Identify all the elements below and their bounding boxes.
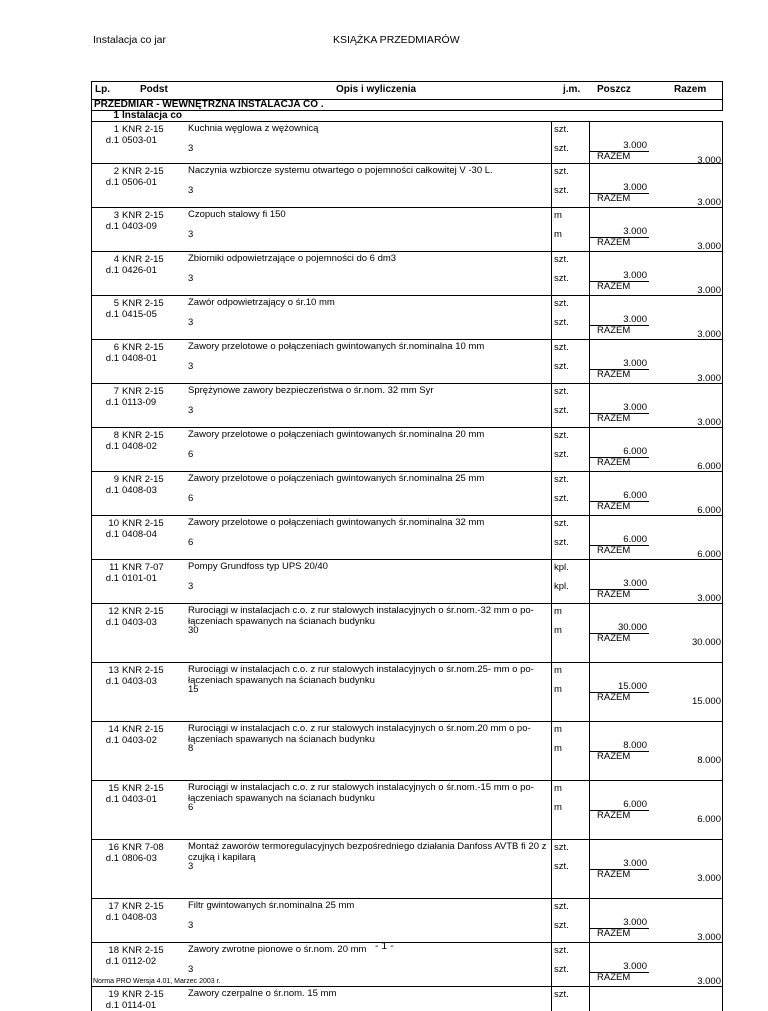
- unit-label: szt.: [554, 124, 569, 135]
- razem-value: 6.000: [697, 814, 721, 825]
- razem-value: 6.000: [697, 461, 721, 472]
- item-description: Zawory zwrotne pionowe o śr.nom. 20 mm: [188, 944, 367, 955]
- unit-label: szt.: [554, 901, 569, 912]
- item-description: Zawory przelotowe o połączeniach gwintowanych śr.nominalna 10 mm: [188, 341, 485, 352]
- item-description: Zawory przelotowe o połączeniach gwintowanych śr.nominalna 25 mm: [188, 473, 485, 484]
- jm-divider: [551, 472, 552, 516]
- table-row: [91, 472, 723, 516]
- d-marker: d.1: [105, 529, 119, 540]
- section-label: Instalacja co: [122, 110, 183, 121]
- calc-expression: 6: [188, 449, 194, 460]
- razem-label: RAZEM: [597, 633, 631, 644]
- section-number: 1: [113, 110, 119, 121]
- item-description: Rurociągi w instalacjach c.o. z rur stalowych instalacyjnych o śr.nom.25- mm o po-łączeniach spawanych na ścianach budynku: [188, 664, 534, 686]
- knr-code: 0408-03: [122, 912, 157, 923]
- table-row: [91, 428, 723, 472]
- razem-label: RAZEM: [597, 545, 631, 556]
- knr-catalog: KNR 2-15: [122, 724, 164, 735]
- calc-unit: szt.: [554, 143, 569, 154]
- razem-value: 3.000: [697, 932, 721, 943]
- item-description: Kuchnia węglowa z wężownicą: [188, 123, 319, 134]
- poszcz-value: 3.000: [623, 917, 647, 928]
- razem-value: 6.000: [697, 505, 721, 516]
- item-description: Zawór odpowietrzający o śr.10 mm: [188, 297, 335, 308]
- lp-number: 15: [108, 783, 119, 794]
- lp-number: 18: [108, 945, 119, 956]
- item-description: Zawory przelotowe o połączeniach gwintowanych śr.nominalna 20 mm: [188, 429, 485, 440]
- calc-expression: 3: [188, 405, 194, 416]
- knr-catalog: KNR 2-15: [122, 254, 164, 265]
- d-marker: d.1: [105, 221, 119, 232]
- knr-code: 0426-01: [122, 265, 157, 276]
- unit-label: szt.: [554, 989, 569, 1000]
- unit-label: szt.: [554, 254, 569, 265]
- calc-unit: szt.: [554, 273, 569, 284]
- entries-list: [91, 122, 723, 1011]
- lp-number: 2: [113, 166, 119, 177]
- item-description: Filtr gwintowanych śr.nominalna 25 mm: [188, 900, 355, 911]
- knr-catalog: KNR 2-15: [122, 783, 164, 794]
- calc-unit: szt.: [554, 449, 569, 460]
- calc-expression: 3: [188, 229, 194, 240]
- knr-catalog: KNR 2-15: [122, 518, 164, 529]
- knr-code: 0506-01: [122, 177, 157, 188]
- lp-number: 3: [113, 210, 119, 221]
- d-marker: d.1: [105, 1000, 119, 1011]
- calc-expression: 3: [188, 964, 194, 975]
- jm-divider: [551, 428, 552, 472]
- knr-code: 0403-02: [122, 735, 157, 746]
- lp-number: 5: [113, 298, 119, 309]
- book-title: KSIĄŻKA PRZEDMIARÓW: [333, 34, 460, 46]
- calc-unit: szt.: [554, 185, 569, 196]
- razem-label: RAZEM: [597, 151, 631, 162]
- item-description: Zawory czerpalne o śr.nom. 15 mm: [188, 988, 337, 999]
- d-marker: d.1: [105, 485, 119, 496]
- razem-label: RAZEM: [597, 751, 631, 762]
- knr-catalog: KNR 2-15: [122, 124, 164, 135]
- d-marker: d.1: [105, 353, 119, 364]
- item-description: Zawory przelotowe o połączeniach gwintowanych śr.nominalna 32 mm: [188, 517, 485, 528]
- lp-number: 11: [109, 562, 119, 573]
- razem-value: 30.000: [691, 637, 721, 648]
- d-marker: d.1: [105, 309, 119, 320]
- poszcz-value: 8.000: [623, 740, 647, 751]
- razem-value: 3.000: [697, 873, 721, 884]
- lp-number: 16: [108, 842, 119, 853]
- d-marker: d.1: [105, 794, 119, 805]
- poszcz-value: 3.000: [623, 226, 647, 237]
- calc-unit: m: [554, 229, 562, 240]
- calc-unit: szt.: [554, 317, 569, 328]
- poszcz-value: 15.000: [617, 681, 647, 692]
- item-description: Sprężynowe zawory bezpieczeństwa o śr.nom. 32 mm Syr: [188, 385, 434, 396]
- item-description: Rurociągi w instalacjach c.o. z rur stalowych instalacyjnych o śr.nom.-32 mm o po-łączeniach spawanych na ścianach budynku: [188, 605, 534, 627]
- table-row: [91, 252, 723, 296]
- poszcz-value: 6.000: [623, 490, 647, 501]
- calc-expression: 30: [188, 625, 199, 636]
- calc-unit: kpl.: [554, 581, 569, 592]
- razem-label: RAZEM: [597, 237, 631, 248]
- knr-catalog: KNR 2-15: [122, 606, 164, 617]
- calc-expression: 15: [188, 684, 199, 695]
- knr-code: 0403-01: [122, 794, 157, 805]
- unit-label: szt.: [554, 342, 569, 353]
- knr-catalog: KNR 2-15: [122, 945, 164, 956]
- unit-label: kpl.: [554, 562, 569, 573]
- knr-catalog: KNR 2-15: [122, 166, 164, 177]
- lp-number: 8: [113, 430, 119, 441]
- knr-catalog: KNR 2-15: [122, 989, 164, 1000]
- table-row: [91, 560, 723, 604]
- footer-text: Norma PRO Wersja 4.01, Marzec 2003 r.: [93, 978, 221, 985]
- poszcz-value: 3.000: [623, 314, 647, 325]
- razem-label: RAZEM: [597, 692, 631, 703]
- poszcz-value: 3.000: [623, 358, 647, 369]
- jm-divider: [551, 296, 552, 340]
- col-opis: Opis i wyliczenia: [336, 84, 417, 95]
- unit-label: szt.: [554, 842, 569, 853]
- knr-catalog: KNR 2-15: [122, 665, 164, 676]
- razem-value: 3.000: [697, 417, 721, 428]
- document-title: Instalacja co jar: [93, 34, 166, 46]
- calc-unit: m: [554, 743, 562, 754]
- razem-value: 3.000: [697, 329, 721, 340]
- unit-label: m: [554, 606, 562, 617]
- jm-divider: [551, 208, 552, 252]
- razem-label: RAZEM: [597, 869, 631, 880]
- table-row: [91, 899, 723, 943]
- knr-code: 0101-01: [122, 573, 157, 584]
- col-razem: Razem: [674, 84, 707, 95]
- calc-unit: szt.: [554, 861, 569, 872]
- d-marker: d.1: [105, 735, 119, 746]
- unit-label: szt.: [554, 386, 569, 397]
- knr-code: 0415-05: [122, 309, 157, 320]
- lp-number: 1: [113, 124, 119, 135]
- razem-value: 3.000: [697, 285, 721, 296]
- jm-divider: [551, 384, 552, 428]
- unit-label: szt.: [554, 518, 569, 529]
- knr-code: 0408-04: [122, 529, 157, 540]
- d-marker: d.1: [105, 956, 119, 967]
- knr-code: 0408-02: [122, 441, 157, 452]
- d-marker: d.1: [105, 573, 119, 584]
- page-number: - 1 -: [375, 940, 394, 952]
- table-row: [91, 384, 723, 428]
- knr-code: 0403-03: [122, 676, 157, 687]
- unit-label: szt.: [554, 430, 569, 441]
- calc-unit: szt.: [554, 537, 569, 548]
- unit-label: m: [554, 665, 562, 676]
- d-marker: d.1: [105, 912, 119, 923]
- knr-catalog: KNR 7-07: [122, 562, 164, 573]
- d-marker: d.1: [105, 676, 119, 687]
- poszcz-value: 3.000: [623, 402, 647, 413]
- knr-catalog: KNR 2-15: [122, 342, 164, 353]
- jm-divider: [551, 663, 552, 722]
- lp-number: 13: [108, 665, 119, 676]
- item-description: Rurociągi w instalacjach c.o. z rur stalowych instalacyjnych o śr.nom.20 mm o po-łączeniach spawanych na ścianach budynku: [188, 723, 531, 745]
- lp-number: 10: [108, 518, 119, 529]
- table-row: [91, 663, 723, 722]
- razem-value: 8.000: [697, 755, 721, 766]
- razem-label: RAZEM: [597, 369, 631, 380]
- razem-value: 3.000: [697, 155, 721, 166]
- knr-code: 0806-03: [122, 853, 157, 864]
- przedmiar-table: [91, 81, 723, 1011]
- table-row: [91, 987, 723, 1011]
- unit-label: m: [554, 724, 562, 735]
- calc-expression: 6: [188, 493, 194, 504]
- table-row: [91, 340, 723, 384]
- item-description: Montaż zaworów termoregulacyjnych bezpośredniego działania Danfoss AVTB fi 20 z czujką i kapilarą: [188, 841, 547, 863]
- razem-value: 15.000: [691, 696, 721, 707]
- unit-label: szt.: [554, 298, 569, 309]
- razem-value: 3.000: [697, 197, 721, 208]
- jm-divider: [551, 340, 552, 384]
- jm-divider: [551, 122, 552, 164]
- poszcz-value: 3.000: [623, 140, 647, 151]
- section-row: [91, 111, 723, 122]
- razem-label: RAZEM: [597, 972, 631, 983]
- calc-unit: szt.: [554, 964, 569, 975]
- lp-number: 14: [108, 724, 119, 735]
- item-description: Zbiorniki odpowietrzające o pojemności do 6 dm3: [188, 253, 397, 264]
- poszcz-value: 6.000: [623, 446, 647, 457]
- poszcz-value: 30.000: [617, 622, 647, 633]
- calc-expression: 3: [188, 581, 194, 592]
- table-row: [91, 122, 723, 164]
- col-podst: Podst: [140, 84, 168, 95]
- poszcz-value: 3.000: [623, 270, 647, 281]
- lp-number: 9: [113, 474, 119, 485]
- knr-catalog: KNR 2-15: [122, 430, 164, 441]
- calc-unit: szt.: [554, 493, 569, 504]
- poszcz-value: 3.000: [623, 858, 647, 869]
- knr-code: 0113-09: [122, 397, 157, 408]
- jm-divider: [551, 604, 552, 663]
- jm-divider: [551, 781, 552, 840]
- knr-code: 0112-02: [122, 956, 157, 967]
- calc-expression: 3: [188, 273, 194, 284]
- knr-catalog: KNR 2-15: [122, 298, 164, 309]
- calc-unit: szt.: [554, 920, 569, 931]
- knr-code: 0114-01: [122, 1000, 157, 1011]
- calc-expression: 3: [188, 317, 194, 328]
- d-marker: d.1: [105, 265, 119, 276]
- column-header-row: [91, 81, 723, 100]
- table-row: [91, 296, 723, 340]
- calc-expression: 3: [188, 861, 194, 872]
- knr-code: 0503-01: [122, 135, 157, 146]
- razem-label: RAZEM: [597, 281, 631, 292]
- calc-expression: 3: [188, 185, 194, 196]
- d-marker: d.1: [105, 441, 119, 452]
- calc-expression: 6: [188, 802, 194, 813]
- poszcz-divider: [589, 987, 590, 1011]
- razem-label: RAZEM: [597, 325, 631, 336]
- razem-label: RAZEM: [597, 193, 631, 204]
- table-row: [91, 208, 723, 252]
- knr-catalog: KNR 2-15: [122, 210, 164, 221]
- d-marker: d.1: [105, 177, 119, 188]
- knr-code: 0403-03: [122, 617, 157, 628]
- item-description: Pompy Grundfoss typ UPS 20/40: [188, 561, 328, 572]
- table-row: [91, 164, 723, 208]
- przedmiar-title: PRZEDMIAR - WEWNĘTRZNA INSTALACJA CO .: [91, 100, 723, 111]
- item-description: Naczynia wzbiorcze systemu otwartego o pojemności całkowitej V -30 L.: [188, 165, 493, 176]
- razem-label: RAZEM: [597, 413, 631, 424]
- jm-divider: [551, 987, 552, 1011]
- poszcz-value: 6.000: [623, 534, 647, 545]
- item-description: Czopuch stalowy fi 150: [188, 209, 286, 220]
- razem-label: RAZEM: [597, 928, 631, 939]
- razem-value: 3.000: [697, 373, 721, 384]
- poszcz-value: 3.000: [623, 961, 647, 972]
- table-row: [91, 840, 723, 899]
- calc-expression: 8: [188, 743, 194, 754]
- item-description: Rurociągi w instalacjach c.o. z rur stalowych instalacyjnych o śr.nom.-15 mm o po-łączeniach spawanych na ścianach budynku: [188, 782, 534, 804]
- calc-expression: 6: [188, 537, 194, 548]
- d-marker: d.1: [105, 617, 119, 628]
- lp-number: 7: [113, 386, 119, 397]
- lp-number: 12: [108, 606, 119, 617]
- lp-number: 6: [113, 342, 119, 353]
- table-row: [91, 722, 723, 781]
- razem-label: RAZEM: [597, 589, 631, 600]
- knr-catalog: KNR 2-15: [122, 901, 164, 912]
- poszcz-value: 3.000: [623, 578, 647, 589]
- jm-divider: [551, 516, 552, 560]
- lp-number: 4: [113, 254, 119, 265]
- razem-label: RAZEM: [597, 457, 631, 468]
- table-row: [91, 516, 723, 560]
- calc-unit: szt.: [554, 405, 569, 416]
- calc-unit: m: [554, 684, 562, 695]
- col-poszcz: Poszcz: [597, 84, 631, 95]
- razem-label: RAZEM: [597, 501, 631, 512]
- knr-code: 0408-03: [122, 485, 157, 496]
- knr-catalog: KNR 2-15: [122, 474, 164, 485]
- lp-number: 17: [108, 901, 119, 912]
- jm-divider: [551, 943, 552, 987]
- d-marker: d.1: [105, 397, 119, 408]
- calc-unit: szt.: [554, 361, 569, 372]
- unit-label: szt.: [554, 945, 569, 956]
- calc-expression: 3: [188, 920, 194, 931]
- razem-value: 6.000: [697, 549, 721, 560]
- poszcz-value: 3.000: [623, 182, 647, 193]
- jm-divider: [551, 722, 552, 781]
- knr-code: 0403-09: [122, 221, 157, 232]
- jm-divider: [551, 899, 552, 943]
- lp-number: 19: [108, 989, 119, 1000]
- razem-value: 3.000: [697, 976, 721, 987]
- poszcz-value: 6.000: [623, 799, 647, 810]
- knr-catalog: KNR 2-15: [122, 386, 164, 397]
- knr-code: 0408-01: [122, 353, 157, 364]
- table-row: [91, 604, 723, 663]
- razem-value: 3.000: [697, 593, 721, 604]
- knr-catalog: KNR 7-08: [122, 842, 164, 853]
- jm-divider: [551, 560, 552, 604]
- table-row: [91, 781, 723, 840]
- col-lp: Lp.: [95, 84, 110, 95]
- unit-label: szt.: [554, 166, 569, 177]
- calc-unit: m: [554, 625, 562, 636]
- unit-label: m: [554, 783, 562, 794]
- d-marker: d.1: [105, 135, 119, 146]
- d-marker: d.1: [105, 853, 119, 864]
- calc-expression: 3: [188, 361, 194, 372]
- col-jm: j.m.: [563, 84, 581, 95]
- jm-divider: [551, 840, 552, 899]
- unit-label: szt.: [554, 474, 569, 485]
- calc-unit: m: [554, 802, 562, 813]
- razem-label: RAZEM: [597, 810, 631, 821]
- calc-expression: 3: [188, 143, 194, 154]
- razem-value: 3.000: [697, 241, 721, 252]
- jm-divider: [551, 252, 552, 296]
- jm-divider: [551, 164, 552, 208]
- unit-label: m: [554, 210, 562, 221]
